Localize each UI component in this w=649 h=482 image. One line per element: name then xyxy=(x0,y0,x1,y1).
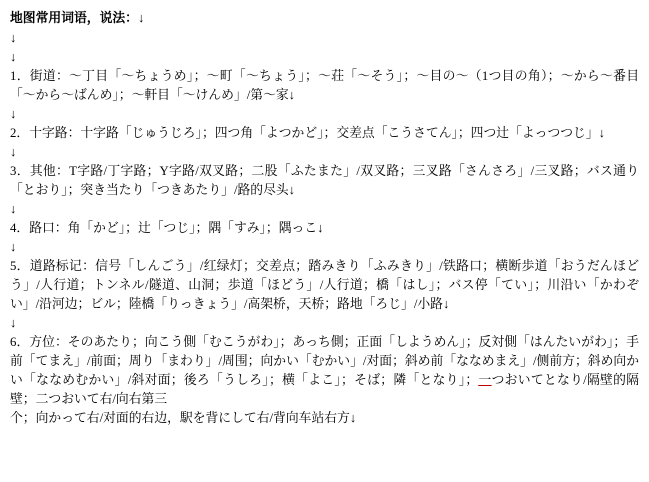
paragraph-directions xyxy=(10,333,639,409)
paragraph-directions-text: 6．方位：そのあたり；向こう側「むこうがわ」；あっち側；正面「しようめん」；反対側「はんたいがわ」；手前「てまえ」/前面；周り「まわり」/周围；向かい「むかい」/对面；斜め前「ななめまえ」/侧前方；斜め向かい「ななめむかい」/斜对面；後ろ「うしろ」；横「よこ」；そば；隣「となり」；一つおいてとなり/隔壁的隔壁；二つおいて右/向右第三 xyxy=(10,335,640,406)
empty-paragraph-1: ↓ xyxy=(10,31,17,45)
empty-paragraph-4: ↓ xyxy=(10,145,17,159)
paragraph-directions-cont: 个；向かって右/对面的右边，駅を背にして右/背向车站右方↓ xyxy=(10,411,357,425)
paragraph-others: 3．其他：T字路/丁字路；Y字路/双叉路；二股「ふたまた」/双叉路；三叉路「さんさろ」/三叉路；バス通り「とおり」；突き当たり「つきあたり」/路的尽头↓ xyxy=(10,164,639,197)
empty-paragraph-5: ↓ xyxy=(10,202,17,216)
paragraph-street: 1．街道：〜丁目「〜ちょうめ」；〜町「〜ちょう」；〜荘「〜そう」；〜目の〜（1つ目の角）；〜から〜番目「〜から〜ばんめ」；〜軒目「〜けんめ」/第〜家↓ xyxy=(10,69,639,102)
empty-paragraph-7: ↓ xyxy=(10,316,17,330)
paragraph-crossroad: 2．十字路：十字路「じゅうじろ」；四つ角「よつかど」；交差点「こうさてん」；四つ辻「よっつつじ」↓ xyxy=(10,126,606,140)
empty-paragraph-3: ↓ xyxy=(10,107,17,121)
paragraph-road-signs: 5．道路标记：信号「しんごう」/红绿灯；交差点；踏みきり「ふみきり」/铁路口；横断歩道「おうだんほどう」/人行道；トンネル/隧道、山洞；歩道「ほどう」/人行道；橋「はし」；バス停「てい」；川沿い「かわぞい」/沿河边；ビル；陸橋「りっきょう」/高架桥，天桥；路地「ろじ」/小路↓ xyxy=(10,259,639,311)
paragraph-corner: 4．路口：角「かど」；辻「つじ」；隅「すみ」；隅っこ↓ xyxy=(10,221,324,235)
red-underlined-text: 一 xyxy=(478,373,492,387)
document-body[interactable] xyxy=(10,8,639,428)
empty-paragraph-2: ↓ xyxy=(10,50,17,64)
empty-paragraph-6: ↓ xyxy=(10,240,17,254)
document-title: 地图常用词语，说法：↓ xyxy=(10,11,145,25)
